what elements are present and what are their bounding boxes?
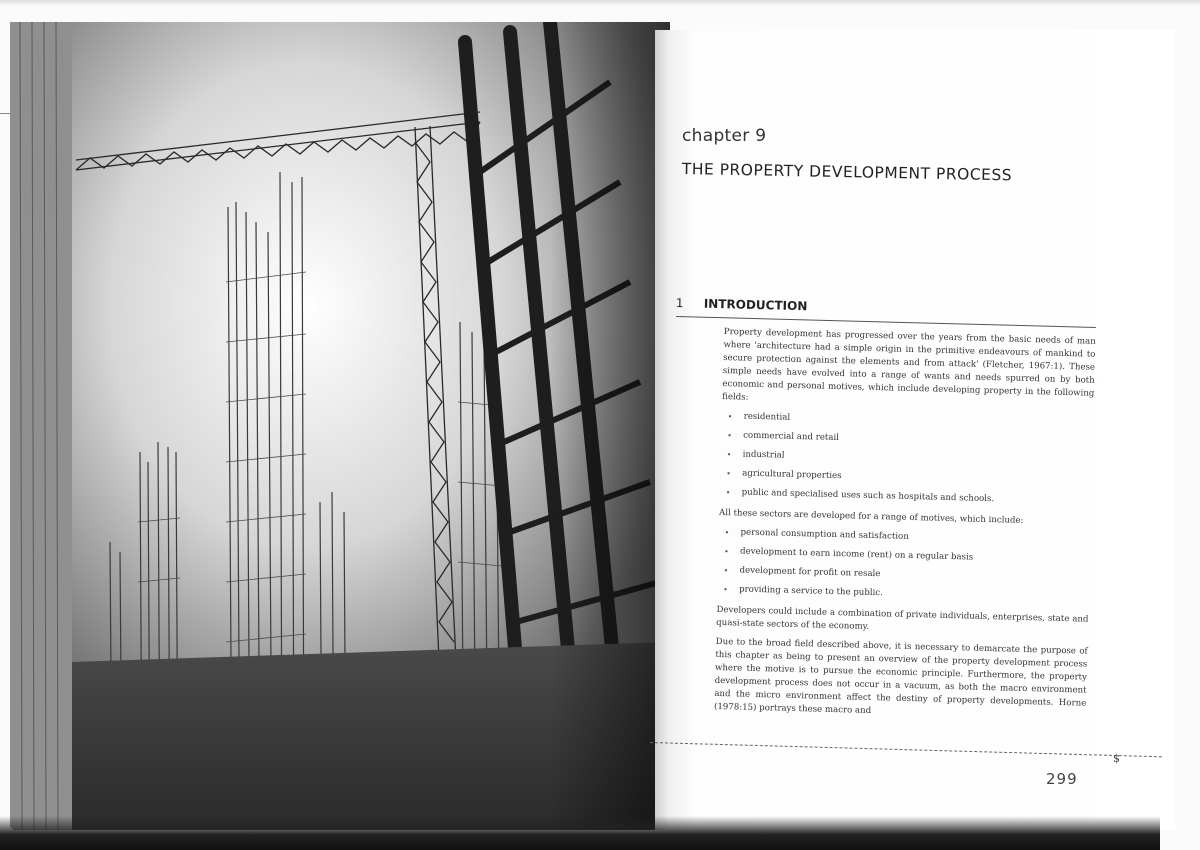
- list-item: • public and specialised uses such as hospitals and schools.: [735, 486, 1091, 508]
- page-top-edge: [0, 0, 1200, 6]
- chapter-label: chapter 9: [682, 126, 767, 146]
- section-title: INTRODUCTION: [703, 296, 808, 314]
- margin-mark: $: [1113, 752, 1120, 765]
- list-item: • industrial: [736, 448, 1092, 470]
- list-item: • residential: [737, 410, 1093, 432]
- construction-site-photo: [10, 22, 670, 830]
- closing-paragraph: Due to the broad field described above, it is necessary to demarcate the purpose of this chapter as being to present an overview of the property development process where the motive is to pursue the economic principle. Furthermore, the property development process does not occur in a vacuum, as both the macro environment and the micro environment affect the destiny of property developments. Horne (1978:15) portrays these macro and: [713, 636, 1088, 716]
- list-item: • development for profit on resale: [733, 564, 1089, 586]
- list-item: • commercial and retail: [737, 429, 1093, 451]
- developers-paragraph: Developers could include a combination of private individuals, enterprises, state and quasi-state sectors of the economy.: [716, 604, 1089, 632]
- chapter-title: THE PROPERTY DEVELOPMENT PROCESS: [681, 160, 1013, 185]
- book-spine-shadow: [550, 22, 670, 830]
- bottom-binding-shadow: [0, 816, 1160, 850]
- margin-tick: [0, 113, 10, 114]
- list-item: • development to earn income (rent) on a regular basis: [734, 545, 1090, 567]
- fields-list: [719, 410, 1093, 509]
- list-item: • providing a service to the public.: [733, 583, 1089, 605]
- list-item: • agricultural properties: [736, 467, 1092, 489]
- body-text: [714, 326, 1096, 730]
- motives-intro: All these sectors are developed for a range of motives, which include:: [718, 507, 1024, 526]
- list-item: • personal consumption and satisfaction: [734, 526, 1090, 548]
- intro-paragraph: Property development has progressed over the years from the basic needs of man where 'architecture had a simple origin in the primitive endeavours of mankind to secure protection against the elements and from attack' (Fletcher, 1967:1). These simple needs have evolved into a range of wants and needs spurred on by both economic and personal motives, which include developing property in the following fields:: [722, 326, 1096, 403]
- left-pillar: [10, 22, 72, 830]
- page-number: 299: [1046, 770, 1078, 788]
- section-number: 1: [675, 296, 684, 311]
- construction-illustration: [10, 22, 670, 830]
- motives-list: [717, 526, 1091, 606]
